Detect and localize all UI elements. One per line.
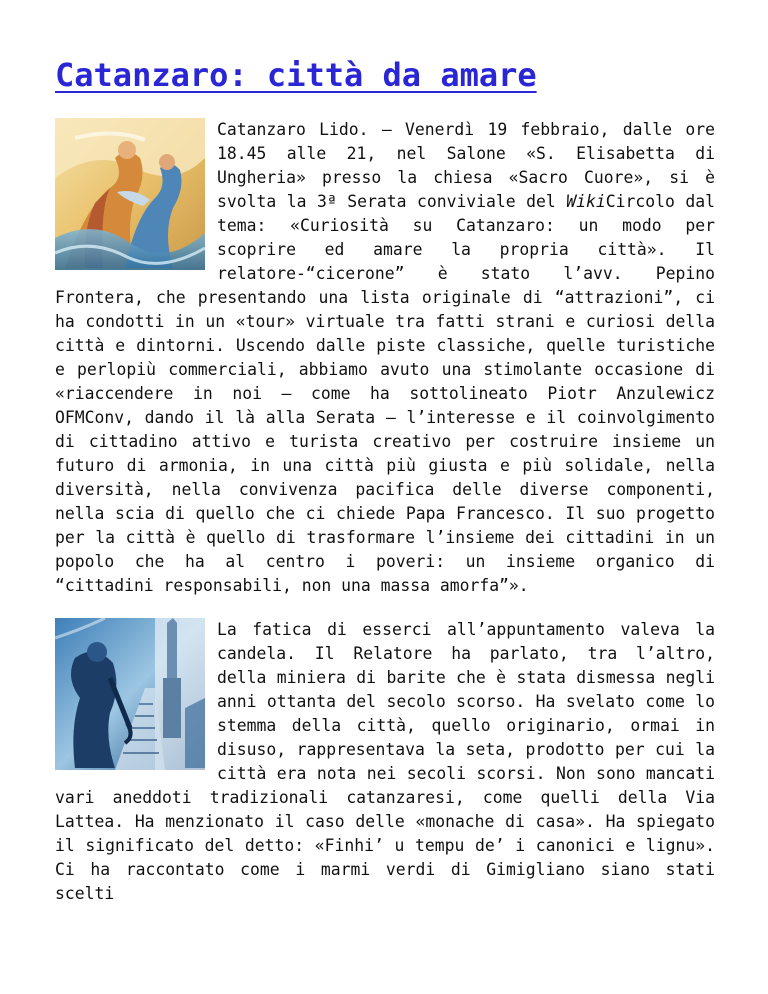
sketch-image-city xyxy=(55,618,205,770)
wiki-emphasis: Wiki xyxy=(566,192,606,211)
city-sketch-illustration xyxy=(55,618,205,770)
article-title-link[interactable]: Catanzaro: città da amare xyxy=(55,56,537,94)
painting-illustration xyxy=(55,118,205,270)
paragraph-1-lead: Catanzaro Lido. – Venerdì 19 febbraio, dalle ore 18.45 alle 21, nel Salone «S. Elisabetta di Ungheria» presso la chiesa «Sacro Cuore», si è svolta la 3ª Serata conviviale del xyxy=(217,120,715,211)
paragraph-2 xyxy=(55,618,715,906)
paragraph-1 xyxy=(55,118,715,598)
article xyxy=(55,52,715,906)
paragraph-2-text: La fatica di esserci all’appuntamento valeva la candela. Il Relatore ha parlato, tra l’altro, della miniera di barite che è stata dismessa negli anni ottanta del secolo scorso. Ha svelato come lo stemma della città, quello originario, ormai in disuso, rappresentava la seta, prodotto per cui la città era nota nei secoli scorsi. Non sono mancati vari aneddoti tradizionali catanzaresi, come quelli della Via Lattea. Ha menzionato il caso delle «monache di casa». Ha spiegato il significato del detto: «Finhi’ u tempu de’ i canonici e lignu». Ci ha raccontato come i marmi verdi di Gimigliano siano stati scelti xyxy=(55,620,715,903)
painting-image-figures xyxy=(55,118,205,270)
paragraph-1-rest: Circolo dal tema: «Curiosità su Catanzaro: un modo per scoprire ed amare la propria città». Il relatore-“cicerone” è stato l’avv. Pepino Frontera, che presentando una lista originale di “attrazioni”, ci ha condotti in un «tour» virtuale tra fatti strani e curiosi della città e dintorni. Uscendo dalle piste classiche, quelle turistiche e perlopiù commerciali, abbiamo avuto una stimolante occasione di «riaccendere in noi – come ha sottolineato Piotr Anzulewicz OFMConv, dando il là alla Serata – l’interesse e il coinvolgimento di cittadino attivo e turista creativo per costruire insieme un futuro di armonia, in una città più giusta e più solidale, nella diversità, nella convivenza pacifica delle diverse componenti, nella scia di quello che ci chiede Papa Francesco. Il suo progetto per la città è quello di trasformare l’insieme dei cittadini in un popolo che ha al centro i poveri: un insieme organico di “cittadini responsabili, non una massa amorfa”». xyxy=(55,192,715,595)
